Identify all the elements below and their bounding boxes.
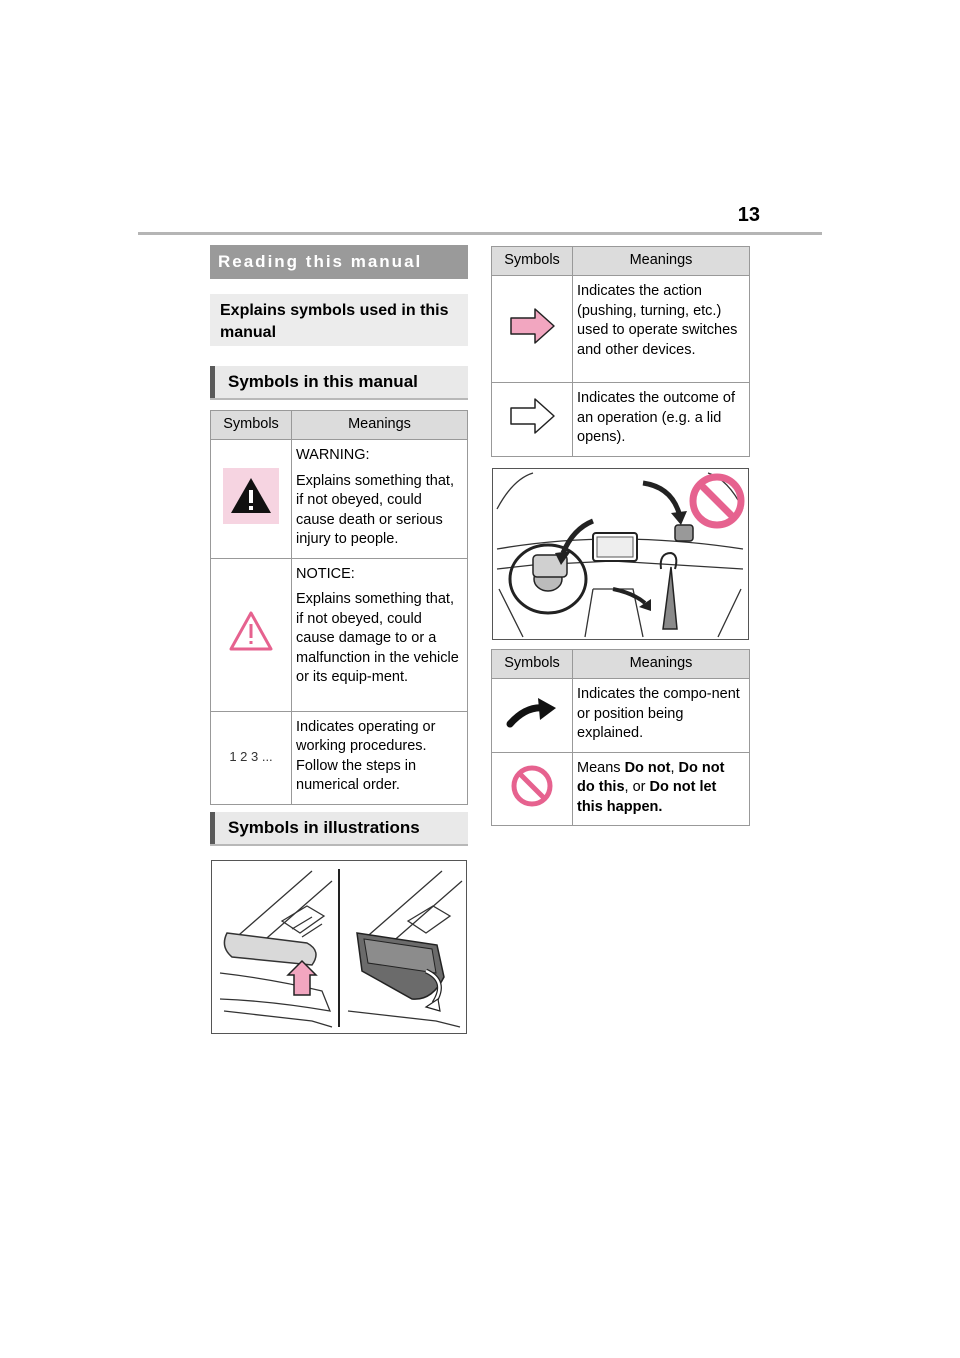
- symbols-table-illustration: [491, 649, 750, 826]
- meaning-cell: [292, 440, 468, 559]
- warning-text: Explains something that, if not obeyed, could cause death or serious injury to people.: [296, 472, 454, 547]
- prohibition-icon: [509, 763, 555, 809]
- table-row: [211, 440, 468, 559]
- car-interior-drawing: [493, 469, 748, 639]
- section-title-reading: Reading this manual: [210, 245, 468, 279]
- page-number: 13: [737, 204, 760, 226]
- header-rule: [138, 232, 822, 235]
- pink-arrow-icon: [507, 306, 557, 346]
- component-text: Indicates the compo-nent or position being explained.: [577, 686, 740, 741]
- meaning-cell: [292, 711, 468, 804]
- prohibition-text: [577, 759, 745, 818]
- do-not-let-text: Do not let this happen.: [577, 779, 717, 815]
- symbol-cell: [492, 679, 573, 753]
- col-symbols: Symbols: [492, 247, 573, 276]
- section-underline: [210, 844, 468, 846]
- console-lid-drawing: [212, 861, 466, 1033]
- col-meanings: Meanings: [573, 650, 750, 679]
- notice-heading: NOTICE:: [296, 565, 355, 582]
- meaning-cell: [573, 383, 750, 457]
- steps-icon: 1 2 3 ...: [229, 749, 273, 765]
- col-symbols: Symbols: [211, 411, 292, 440]
- table-row: [211, 558, 468, 711]
- table-row: [492, 276, 750, 383]
- separator-text: ,: [670, 759, 679, 776]
- symbol-cell: [211, 711, 292, 804]
- col-symbols: Symbols: [492, 650, 573, 679]
- symbol-cell: [492, 276, 573, 383]
- curved-arrow-icon: [504, 692, 560, 732]
- symbol-cell: [492, 383, 573, 457]
- symbols-table-action: [491, 246, 750, 457]
- illustration-console-lid: [211, 860, 467, 1034]
- col-meanings: Meanings: [292, 411, 468, 440]
- subhead-explains: Explains symbols used in this manual: [210, 294, 468, 346]
- means-text: Means: [577, 759, 625, 776]
- table-row: [492, 752, 750, 826]
- action-text: Indicates the action (pushing, turning, etc.) used to operate switches and other devices.: [577, 283, 738, 358]
- do-not-do-this-text: Do not do this: [577, 759, 725, 795]
- table-row: [492, 383, 750, 457]
- warning-triangle-icon: [223, 468, 279, 524]
- meaning-cell: [573, 276, 750, 383]
- illustration-car-interior: [492, 468, 749, 640]
- symbol-cell: [211, 440, 292, 559]
- meaning-cell: [573, 679, 750, 753]
- table-row: [492, 679, 750, 753]
- symbol-cell: [492, 752, 573, 826]
- symbols-table-manual: [210, 410, 468, 805]
- section-symbols-illustrations: Symbols in illustrations: [210, 812, 468, 844]
- section-symbols-manual: Symbols in this manual: [210, 366, 468, 398]
- steps-text: Indicates operating or working procedures. Follow the steps in numerical order.: [296, 718, 436, 793]
- col-meanings: Meanings: [573, 247, 750, 276]
- table-row: [211, 711, 468, 804]
- meaning-cell: [292, 558, 468, 711]
- outline-arrow-icon: [507, 396, 557, 436]
- meaning-cell: [573, 752, 750, 826]
- do-not-text: Do not: [624, 759, 671, 776]
- notice-triangle-icon: [228, 610, 274, 652]
- section-underline: [210, 398, 468, 400]
- separator-text: , or: [624, 779, 650, 795]
- symbol-cell: [211, 558, 292, 711]
- warning-heading: WARNING:: [296, 447, 370, 463]
- notice-text: Explains something that, if not obeyed, could cause damage to or a malfunction in the vehicle or its equip-ment.: [296, 591, 459, 685]
- outcome-text: Indicates the outcome of an operation (e.g. a lid opens).: [577, 390, 735, 445]
